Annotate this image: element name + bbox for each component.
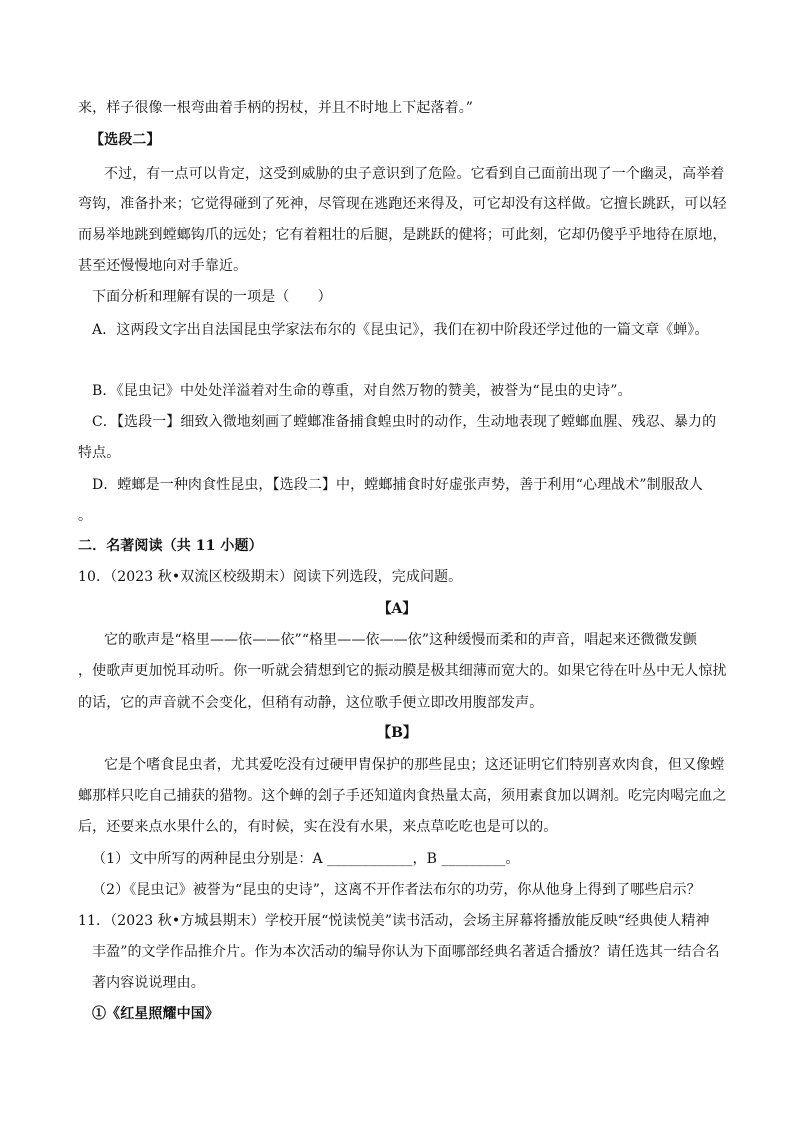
excerpt2-line: 甚至还慢慢地向对手靠近。 [78,258,248,274]
excerpt2-heading: 【选段二】 [90,132,161,148]
option-a: A．这两段文字出自法国昆虫学家法布尔的《昆虫记》，我们在初中阶段还学过他的一篇文章《蝉》。 [92,322,709,338]
question-10-sub-2: （2）《昆虫记》被誉为“昆虫的史诗”，这离不开作者法布尔的功劳，你从他身上得到了哪些启示？ [92,882,701,898]
passage-a-label: 【A】 [377,601,417,617]
passage-b-line: 螂那样只吃自己捕获的猎物。这个蝉的刽子手还知道肉食热量太高，须用素食加以调剂。吃完肉喝完血之 [78,788,727,804]
option-b: B．《昆虫记》中处处洋溢着对生命的尊重，对自然万物的赞美，被誉为“昆虫的史诗”。 [92,383,632,399]
question-10-intro: 10．（2023 秋•双流区校级期末）阅读下列选段，完成问题。 [78,569,463,585]
passage-end-line: 来，样子很像一根弯曲着手柄的拐杖，并且不时地上下起落着。” [78,100,474,116]
question-stem: 下面分析和理解有误的一项是（ ） [92,289,332,305]
passage-a-line: 它的歌声是“格里——依——依”“格里——依——依”这种缓慢而柔和的声音，唱起来还微微发颤 [104,632,698,648]
option-c-line: C．【选段一】细致入微地刻画了螳螂准备捕食蝗虫时的动作，生动地表现了螳螂血腥、残忍、暴力的 [92,414,717,430]
passage-b-label: 【B】 [377,725,417,741]
passage-b-line: 后，还要来点水果什么的，有时候，实在没有水果，来点草吃吃也是可以的。 [78,819,558,835]
option-d-line: 。 [78,508,93,524]
option-c-line: 特点。 [78,445,121,461]
passage-a-line: 的话，它的声音就不会变化，但稍有动静，这位歌手便立即改用腹部发声。 [78,695,544,711]
question-10-sub-1: （1）文中所写的两种昆虫分别是：A ____________，B _________。 [92,851,520,867]
option-d-line: D．螳螂是一种肉食性昆虫，【选段二】中，螳螂捕食时好虚张声势，善于利用“心理战术”制服敌人 [92,477,704,493]
excerpt2-line: 而易举地跳到螳螂钩爪的远处；它有着粗壮的后腿，是跳跃的健将；可此刻，它却仍傻乎乎地待在原地， [78,227,727,243]
question-11-line: 著内容说说理由。 [92,975,205,991]
excerpt2-line: 不过，有一点可以肯定，这受到威胁的虫子意识到了危险。它看到自己面前出现了一个幽灵，高举着 [104,166,725,182]
passage-b-line: 它是个嗜食昆虫者，尤其爱吃没有过硬甲胄保护的那些昆虫；这还证明它们特别喜欢肉食，但又像螳 [104,757,725,773]
question-11-option-1: ①《红星照耀中国》 [92,1006,219,1022]
question-11-line: 11．（2023 秋•方城县期末）学校开展“悦读悦美”读书活动，会场主屏幕将播放能反映“经典使人精神 [78,913,710,929]
section-title: 二．名著阅读（共 11 小题） [78,538,263,554]
passage-a-line: ，使歌声更加悦耳动听。你一听就会猜想到它的振动膜是极其细薄而宽大的。如果它待在叶丛中无人惊扰 [78,663,727,679]
question-11-line: 丰盈”的文学作品推介片。作为本次活动的编导你认为下面哪部经典名著适合播放？请任选其一结合名 [92,944,720,960]
excerpt2-line: 弯钩，准备扑来；它觉得碰到了死神，尽管现在逃跑还来得及，可它却没有这样做。它擅长跳跃，可以轻 [78,196,727,212]
